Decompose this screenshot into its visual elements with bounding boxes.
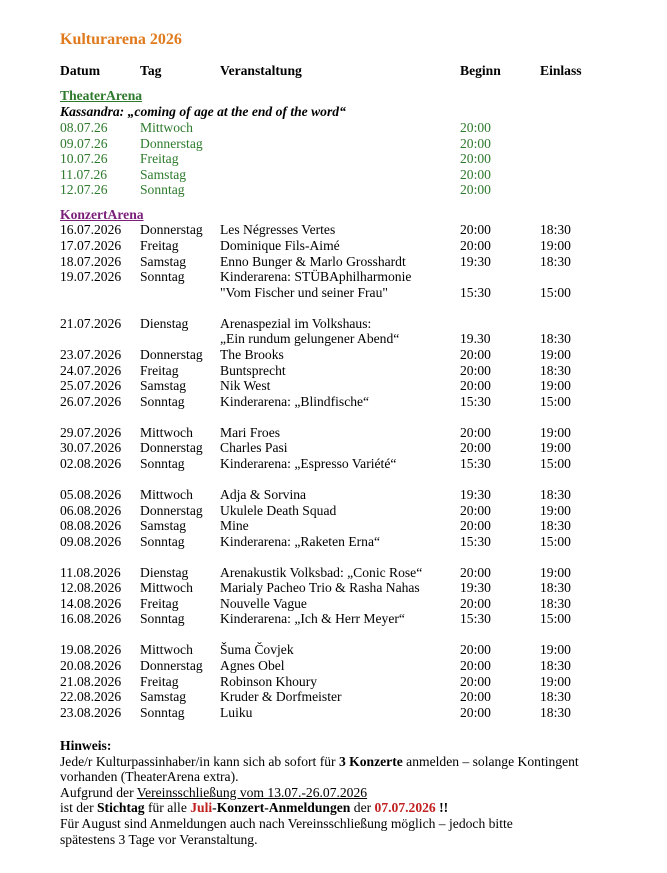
notice-bold: 3 Konzerte <box>338 753 403 769</box>
cell-begin: 20:00 <box>460 440 491 455</box>
table-row <box>0 596 667 612</box>
cell-entry: 18:30 <box>540 222 571 237</box>
cell-begin: 20:00 <box>460 378 491 393</box>
cell-begin: 15:30 <box>460 456 491 471</box>
notice-line: spätestens 3 Tage vor Veranstaltung. <box>60 831 258 847</box>
cell-begin: 19.30 <box>460 331 491 346</box>
cell-entry: 18:30 <box>540 689 571 704</box>
notice-text: der <box>350 800 375 816</box>
cell-date: 09.08.2026 <box>60 534 122 549</box>
cell-day: Sonntag <box>140 705 185 720</box>
table-row <box>0 440 667 456</box>
table-row <box>0 487 667 503</box>
cell-day: Mittwoch <box>140 487 193 502</box>
notice-text: anmelden – solange Kontingent <box>402 753 579 769</box>
cell-entry: 19:00 <box>540 503 571 518</box>
cell-day: Donnerstag <box>140 503 203 518</box>
cell-date: 12.08.2026 <box>60 580 122 595</box>
theater-subtitle: Kassandra: „coming of age at the end of the word“ <box>60 104 346 119</box>
notice-text: Jede/r Kulturpassinhaber/in kann sich ab sofort für <box>60 753 339 769</box>
cell-date: 17.07.2026 <box>60 238 122 253</box>
cell-day: Samstag <box>140 378 187 393</box>
cell-event: Kinderarena: „Raketen Erna“ <box>220 534 381 549</box>
cell-event: Dominique Fils-Aimé <box>220 238 340 253</box>
cell-event: Ukulele Death Squad <box>220 503 337 518</box>
cell-day: Sonntag <box>140 394 185 409</box>
cell-event: Buntsprecht <box>220 363 286 378</box>
cell-event: Mine <box>220 518 249 533</box>
cell-day: Samstag <box>140 254 187 269</box>
cell-date: 06.08.2026 <box>60 503 122 518</box>
cell-event: Mari Froes <box>220 425 281 440</box>
cell-begin: 20:00 <box>460 120 491 135</box>
notice-line <box>60 754 620 770</box>
cell-entry: 19:00 <box>540 440 571 455</box>
notice-text: Aufgrund der <box>60 784 137 800</box>
cell-date: 08.08.2026 <box>60 518 122 533</box>
table-row <box>0 120 667 136</box>
cell-date: 23.07.2026 <box>60 347 122 362</box>
cell-entry: 15:00 <box>540 285 571 300</box>
table-row <box>0 238 667 254</box>
cell-entry: 19:00 <box>540 347 571 362</box>
cell-entry: 18:30 <box>540 254 571 269</box>
table-row <box>0 151 667 167</box>
cell-day: Dienstag <box>140 565 189 580</box>
cell-begin: 20:00 <box>460 503 491 518</box>
cell-entry: 18:30 <box>540 580 571 595</box>
cell-date: 22.08.2026 <box>60 689 122 704</box>
cell-begin: 20:00 <box>460 642 491 657</box>
cell-entry: 15:00 <box>540 534 571 549</box>
section-konzertarena: KonzertArena <box>60 207 144 222</box>
table-row <box>0 222 667 238</box>
cell-date: 02.08.2026 <box>60 456 122 471</box>
cell-event: Kruder & Dorfmeister <box>220 689 342 704</box>
notice-text: für alle <box>144 800 191 816</box>
cell-event: Nik West <box>220 378 271 393</box>
cell-day: Sonntag <box>140 269 185 284</box>
cell-day: Freitag <box>140 363 179 378</box>
cell-begin: 20:00 <box>460 151 491 166</box>
cell-date: 16.07.2026 <box>60 222 122 237</box>
table-row <box>0 316 667 332</box>
cell-day: Donnerstag <box>140 440 203 455</box>
cell-date: 30.07.2026 <box>60 440 122 455</box>
cell-date: 14.08.2026 <box>60 596 122 611</box>
cell-day: Sonntag <box>140 611 185 626</box>
cell-date: 05.08.2026 <box>60 487 122 502</box>
cell-date: 26.07.2026 <box>60 394 122 409</box>
cell-day: Donnerstag <box>140 347 203 362</box>
table-row <box>0 394 667 410</box>
cell-begin: 15:30 <box>460 394 491 409</box>
cell-day: Sonntag <box>140 456 185 471</box>
cell-entry: 15:00 <box>540 611 571 626</box>
cell-event: „Ein rundum gelungener Abend“ <box>220 331 400 346</box>
cell-begin: 20:00 <box>460 182 491 197</box>
cell-date: 25.07.2026 <box>60 378 122 393</box>
cell-entry: 19:00 <box>540 565 571 580</box>
cell-entry: 18:30 <box>540 705 571 720</box>
table-row <box>0 285 667 301</box>
table-row <box>0 518 667 534</box>
cell-day: Samstag <box>140 518 187 533</box>
cell-date: 23.08.2026 <box>60 705 122 720</box>
cell-day: Mittwoch <box>140 580 193 595</box>
cell-event: The Brooks <box>220 347 284 362</box>
cell-begin: 20:00 <box>460 596 491 611</box>
table-row <box>0 254 667 270</box>
header-begin: Beginn <box>460 63 501 78</box>
cell-day: Samstag <box>140 167 187 182</box>
cell-begin: 20:00 <box>460 565 491 580</box>
cell-begin: 20:00 <box>460 674 491 689</box>
table-row <box>0 425 667 441</box>
cell-event: Kinderarena: „Ich & Herr Meyer“ <box>220 611 405 626</box>
cell-begin: 20:00 <box>460 347 491 362</box>
cell-day: Freitag <box>140 674 179 689</box>
table-row <box>0 456 667 472</box>
table-row <box>0 565 667 581</box>
cell-begin: 20:00 <box>460 425 491 440</box>
table-row <box>0 167 667 183</box>
cell-entry: 19:00 <box>540 674 571 689</box>
cell-event: Kinderarena: STÜBAphilharmonie <box>220 269 412 284</box>
cell-date: 24.07.2026 <box>60 363 122 378</box>
cell-event: Nouvelle Vague <box>220 596 307 611</box>
cell-day: Donnerstag <box>140 222 203 237</box>
cell-begin: 20:00 <box>460 363 491 378</box>
cell-day: Donnerstag <box>140 136 203 151</box>
cell-begin: 15:30 <box>460 285 491 300</box>
cell-date: 29.07.2026 <box>60 425 122 440</box>
cell-date: 20.08.2026 <box>60 658 122 673</box>
notice-line <box>60 785 620 801</box>
cell-begin: 19:30 <box>460 487 491 502</box>
table-row <box>0 331 667 347</box>
cell-entry: 18:30 <box>540 518 571 533</box>
cell-entry: 19:00 <box>540 378 571 393</box>
cell-begin: 19:30 <box>460 254 491 269</box>
cell-begin: 19:30 <box>460 580 491 595</box>
table-row <box>0 611 667 627</box>
table-row <box>0 503 667 519</box>
cell-entry: 19:00 <box>540 642 571 657</box>
cell-event: Les Négresses Vertes <box>220 222 336 237</box>
cell-day: Freitag <box>140 238 179 253</box>
cell-date: 12.07.26 <box>60 182 108 197</box>
notice-line: Für August sind Anmeldungen auch nach Vereinsschließung möglich – jedoch bitte <box>60 815 513 831</box>
cell-entry: 18:30 <box>540 487 571 502</box>
cell-event: "Vom Fischer und seiner Frau" <box>220 285 388 300</box>
notice-underline: Vereinsschließung vom 13.07.-26.07.2026 <box>136 784 368 800</box>
table-row <box>0 658 667 674</box>
cell-date: 09.07.26 <box>60 136 108 151</box>
header-day: Tag <box>140 63 162 78</box>
cell-event: Arenakustik Volksbad: „Conic Rose“ <box>220 565 423 580</box>
header-entry: Einlass <box>540 63 582 78</box>
cell-event: Enno Bunger & Marlo Grosshardt <box>220 254 406 269</box>
notice-red: Juli <box>190 800 213 816</box>
cell-date: 21.07.2026 <box>60 316 122 331</box>
table-row <box>0 580 667 596</box>
cell-begin: 20:00 <box>460 518 491 533</box>
cell-day: Sonntag <box>140 182 185 197</box>
cell-day: Mittwoch <box>140 120 193 135</box>
cell-date: 18.07.2026 <box>60 254 122 269</box>
table-row <box>0 363 667 379</box>
cell-event: Šuma Čovjek <box>220 642 294 657</box>
cell-event: Luiku <box>220 705 253 720</box>
cell-day: Dienstag <box>140 316 189 331</box>
cell-day: Mittwoch <box>140 425 193 440</box>
notice-red-date: 07.07.2026 <box>374 800 436 816</box>
cell-date: 10.07.26 <box>60 151 108 166</box>
notice-text: ist der <box>60 800 97 816</box>
notice-line <box>60 800 620 816</box>
cell-date: 11.07.26 <box>60 167 108 182</box>
table-row <box>0 136 667 152</box>
table-row <box>0 689 667 705</box>
notice-line: vorhanden (TheaterArena extra). <box>60 769 239 785</box>
page-title: Kulturarena 2026 <box>60 31 182 48</box>
cell-entry: 18:30 <box>540 331 571 346</box>
cell-begin: 15:30 <box>460 611 491 626</box>
cell-event: Agnes Obel <box>220 658 285 673</box>
cell-entry: 19:00 <box>540 238 571 253</box>
notice-block <box>60 738 620 847</box>
cell-begin: 20:00 <box>460 222 491 237</box>
cell-event: Charles Pasi <box>220 440 288 455</box>
cell-day: Donnerstag <box>140 658 203 673</box>
cell-entry: 15:00 <box>540 394 571 409</box>
cell-begin: 20:00 <box>460 705 491 720</box>
table-row <box>0 705 667 721</box>
cell-date: 19.08.2026 <box>60 642 122 657</box>
cell-event: Kinderarena: „Espresso Variété“ <box>220 456 397 471</box>
cell-begin: 15:30 <box>460 534 491 549</box>
notice-bold: Stichtag <box>97 800 145 816</box>
cell-event: Adja & Sorvina <box>220 487 307 502</box>
table-row <box>0 642 667 658</box>
cell-event: Robinson Khoury <box>220 674 318 689</box>
cell-begin: 20:00 <box>460 658 491 673</box>
notice-bold: -Konzert-Anmeldungen <box>212 800 351 816</box>
cell-date: 08.07.26 <box>60 120 108 135</box>
notice-heading: Hinweis: <box>60 738 112 753</box>
section-theaterarena: TheaterArena <box>60 88 143 103</box>
cell-entry: 18:30 <box>540 363 571 378</box>
cell-entry: 18:30 <box>540 658 571 673</box>
cell-begin: 20:00 <box>460 689 491 704</box>
cell-entry: 19:00 <box>540 425 571 440</box>
header-date: Datum <box>60 63 101 78</box>
notice-bold: !! <box>435 800 449 816</box>
cell-day: Sonntag <box>140 534 185 549</box>
cell-begin: 20:00 <box>460 167 491 182</box>
table-row <box>0 269 667 285</box>
table-row <box>0 347 667 363</box>
cell-day: Mittwoch <box>140 642 193 657</box>
cell-begin: 20:00 <box>460 136 491 151</box>
cell-day: Freitag <box>140 596 179 611</box>
cell-date: 11.08.2026 <box>60 565 121 580</box>
cell-event: Marialy Pacheo Trio & Rasha Nahas <box>220 580 420 595</box>
table-row <box>0 378 667 394</box>
cell-date: 16.08.2026 <box>60 611 122 626</box>
cell-entry: 18:30 <box>540 596 571 611</box>
cell-date: 19.07.2026 <box>60 269 122 284</box>
table-row <box>0 534 667 550</box>
table-row <box>0 674 667 690</box>
cell-day: Freitag <box>140 151 179 166</box>
cell-day: Samstag <box>140 689 187 704</box>
cell-event: Arenaspezial im Volkshaus: <box>220 316 372 331</box>
cell-begin: 20:00 <box>460 238 491 253</box>
table-row <box>0 182 667 198</box>
cell-event: Kinderarena: „Blindfische“ <box>220 394 370 409</box>
header-event: Veranstaltung <box>220 63 302 78</box>
cell-entry: 15:00 <box>540 456 571 471</box>
cell-date: 21.08.2026 <box>60 674 122 689</box>
